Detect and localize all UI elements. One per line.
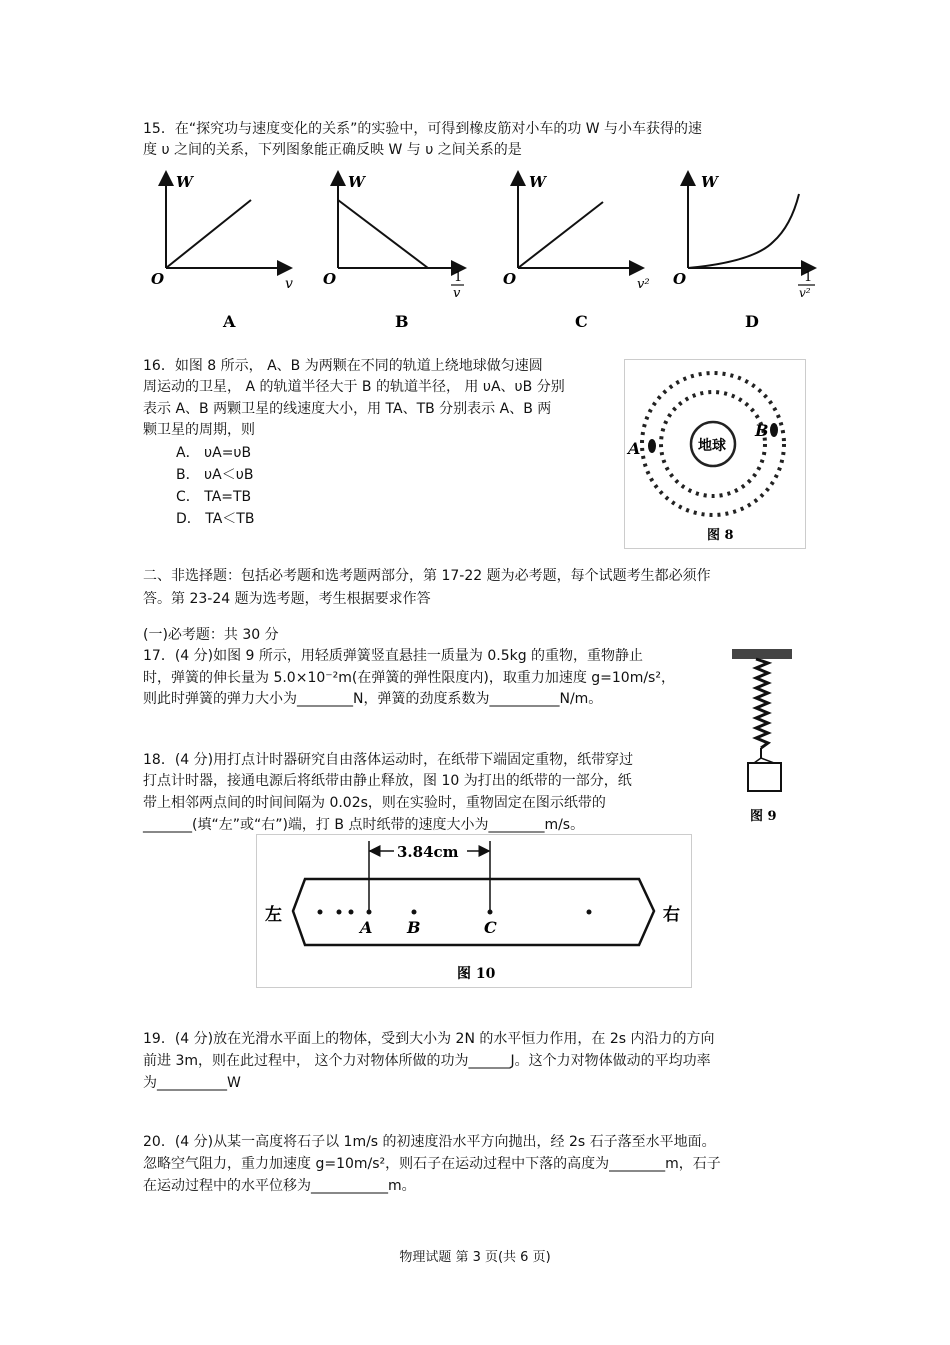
figure-9 <box>728 645 796 828</box>
figure-8 <box>624 359 806 549</box>
q16-option-a: A． υA=υB <box>176 445 252 461</box>
q16-option-c: C． TA=TB <box>176 489 252 505</box>
graph-c-label: C <box>575 312 588 331</box>
q15-graphs-svg <box>143 162 824 334</box>
figure-10-svg <box>257 835 691 987</box>
tape-right-label: 右 <box>663 905 680 925</box>
graph-b <box>323 172 465 331</box>
graph-a-y-label: W <box>176 173 193 191</box>
part1-heading: (一)必考题：共 30 分 <box>143 627 279 643</box>
q19-line1: 19．(4 分)放在光滑水平面上的物体，受到大小为 2N 的水平恒力作用，在 2s 内沿力的方向 <box>143 1031 715 1047</box>
q16-line4: 颗卫星的周期，则 <box>143 422 255 438</box>
q18-line1: 18．(4 分)用打点计时器研究自由落体运动时，在纸带下端固定重物，纸带穿过 <box>143 752 634 768</box>
q18-line4: _______(填“左”或“右”)端，打 B 点时纸带的速度大小为________m/s。 <box>143 817 585 833</box>
figure-10 <box>256 834 692 988</box>
point-c <box>488 910 493 915</box>
earth-label: 地球 <box>698 438 726 454</box>
q16-line1: 16．如图 8 所示， A、B 为两颗在不同的轨道上绕地球做匀速圆 <box>143 358 543 374</box>
figure-8-svg <box>625 360 805 548</box>
graph-d-x-num: 1 <box>804 270 813 285</box>
q19-line2: 前进 3m，则在此过程中， 这个力对物体所做的功为______J。这个力对物体做动的平均功率 <box>143 1053 711 1069</box>
satellite-a-label: A <box>628 439 641 458</box>
q17-line3: 则此时弹簧的弹力大小为________N，弹簧的劲度系数为__________N/m。 <box>143 691 603 707</box>
distance-label: 3.84cm <box>397 843 459 861</box>
figure-9-svg <box>728 645 796 828</box>
q19-line3: 为__________W <box>143 1075 241 1091</box>
satellite-b <box>770 423 778 437</box>
graph-a-label: A <box>223 312 236 331</box>
graph-b-x-den: v <box>453 286 461 301</box>
point-c-label: C <box>484 918 497 937</box>
section2-line1: 二、非选择题：包括必考题和选考题两部分，第 17-22 题为必考题，每个试题考生都必须作 <box>143 568 711 584</box>
q16-line2: 周运动的卫星， A 的轨道半径大于 B 的轨道半径， 用 υA、υB 分别 <box>143 379 565 395</box>
graph-d-y-label: W <box>701 173 718 191</box>
q20-line1: 20．(4 分)从某一高度将石子以 1m/s 的初速度沿水平方向抛出，经 2s 石子落至水平地面。 <box>143 1134 716 1150</box>
graph-b-label: B <box>395 312 409 331</box>
graph-b-origin: O <box>323 270 337 288</box>
q15-graphs-figure <box>143 162 824 334</box>
point-b-label: B <box>407 918 421 937</box>
q16-option-d: D． TA＜TB <box>176 511 255 527</box>
q18-line2: 打点计时器，接通电源后将纸带由静止释放，图 10 为打出的纸带的一部分，纸 <box>143 773 632 789</box>
graph-d <box>673 172 815 331</box>
q16-option-b: B． υA＜υB <box>176 467 254 483</box>
graph-a-origin: O <box>151 270 165 288</box>
figure-8-caption: 图 8 <box>707 528 734 543</box>
q17-line2: 时，弹簧的伸长量为 5.0×10⁻²m(在弹簧的弹性限度内)，取重力加速度 g=10m/s²， <box>143 670 675 686</box>
point-b <box>412 910 417 915</box>
section2-line2: 答。第 23-24 题为选考题，考生根据要求作答 <box>143 591 431 607</box>
graph-c <box>503 172 650 331</box>
point-a-label: A <box>360 918 373 937</box>
satellite-b-label: B <box>755 421 769 440</box>
q17-line1: 17．(4 分)如图 9 所示，用轻质弹簧竖直悬挂一质量为 0.5kg 的重物，重物静止 <box>143 648 644 664</box>
q18-line3: 带上相邻两点间的时间间隔为 0.02s，则在实验时，重物固定在图示纸带的 <box>143 795 606 811</box>
graph-a <box>151 172 293 331</box>
satellite-a <box>648 439 656 453</box>
q15-line2: 度 υ 之间的关系，下列图象能正确反映 W 与 υ 之间关系的是 <box>143 142 522 158</box>
point-a <box>367 910 372 915</box>
graph-c-origin: O <box>503 270 517 288</box>
graph-d-label: D <box>745 312 759 331</box>
q15-line1: 15．在“探究功与速度变化的关系”的实验中，可得到橡皮筋对小车的功 W 与小车获得的速 <box>143 121 703 137</box>
q20-line2: 忽略空气阻力，重力加速度 g=10m/s²，则石子在运动过程中下落的高度为________m，石子 <box>143 1156 721 1172</box>
q20-line3: 在运动过程中的水平位移为___________m。 <box>143 1178 416 1194</box>
page-footer: 物理试题 第 3 页(共 6 页) <box>399 1250 551 1265</box>
graph-d-origin: O <box>673 270 687 288</box>
figure-10-caption: 图 10 <box>457 966 496 982</box>
graph-d-x-den: v² <box>799 286 811 300</box>
graph-b-x-num: 1 <box>454 270 463 285</box>
graph-c-y-label: W <box>529 173 546 191</box>
figure-9-caption: 图 9 <box>750 809 777 824</box>
tape-left-label: 左 <box>265 905 282 925</box>
graph-b-y-label: W <box>348 173 365 191</box>
graph-c-x-label: v² <box>637 277 650 292</box>
graph-a-x-label: v <box>285 276 293 292</box>
q16-line3: 表示 A、B 两颗卫星的线速度大小，用 TA、TB 分别表示 A、B 两 <box>143 401 552 417</box>
